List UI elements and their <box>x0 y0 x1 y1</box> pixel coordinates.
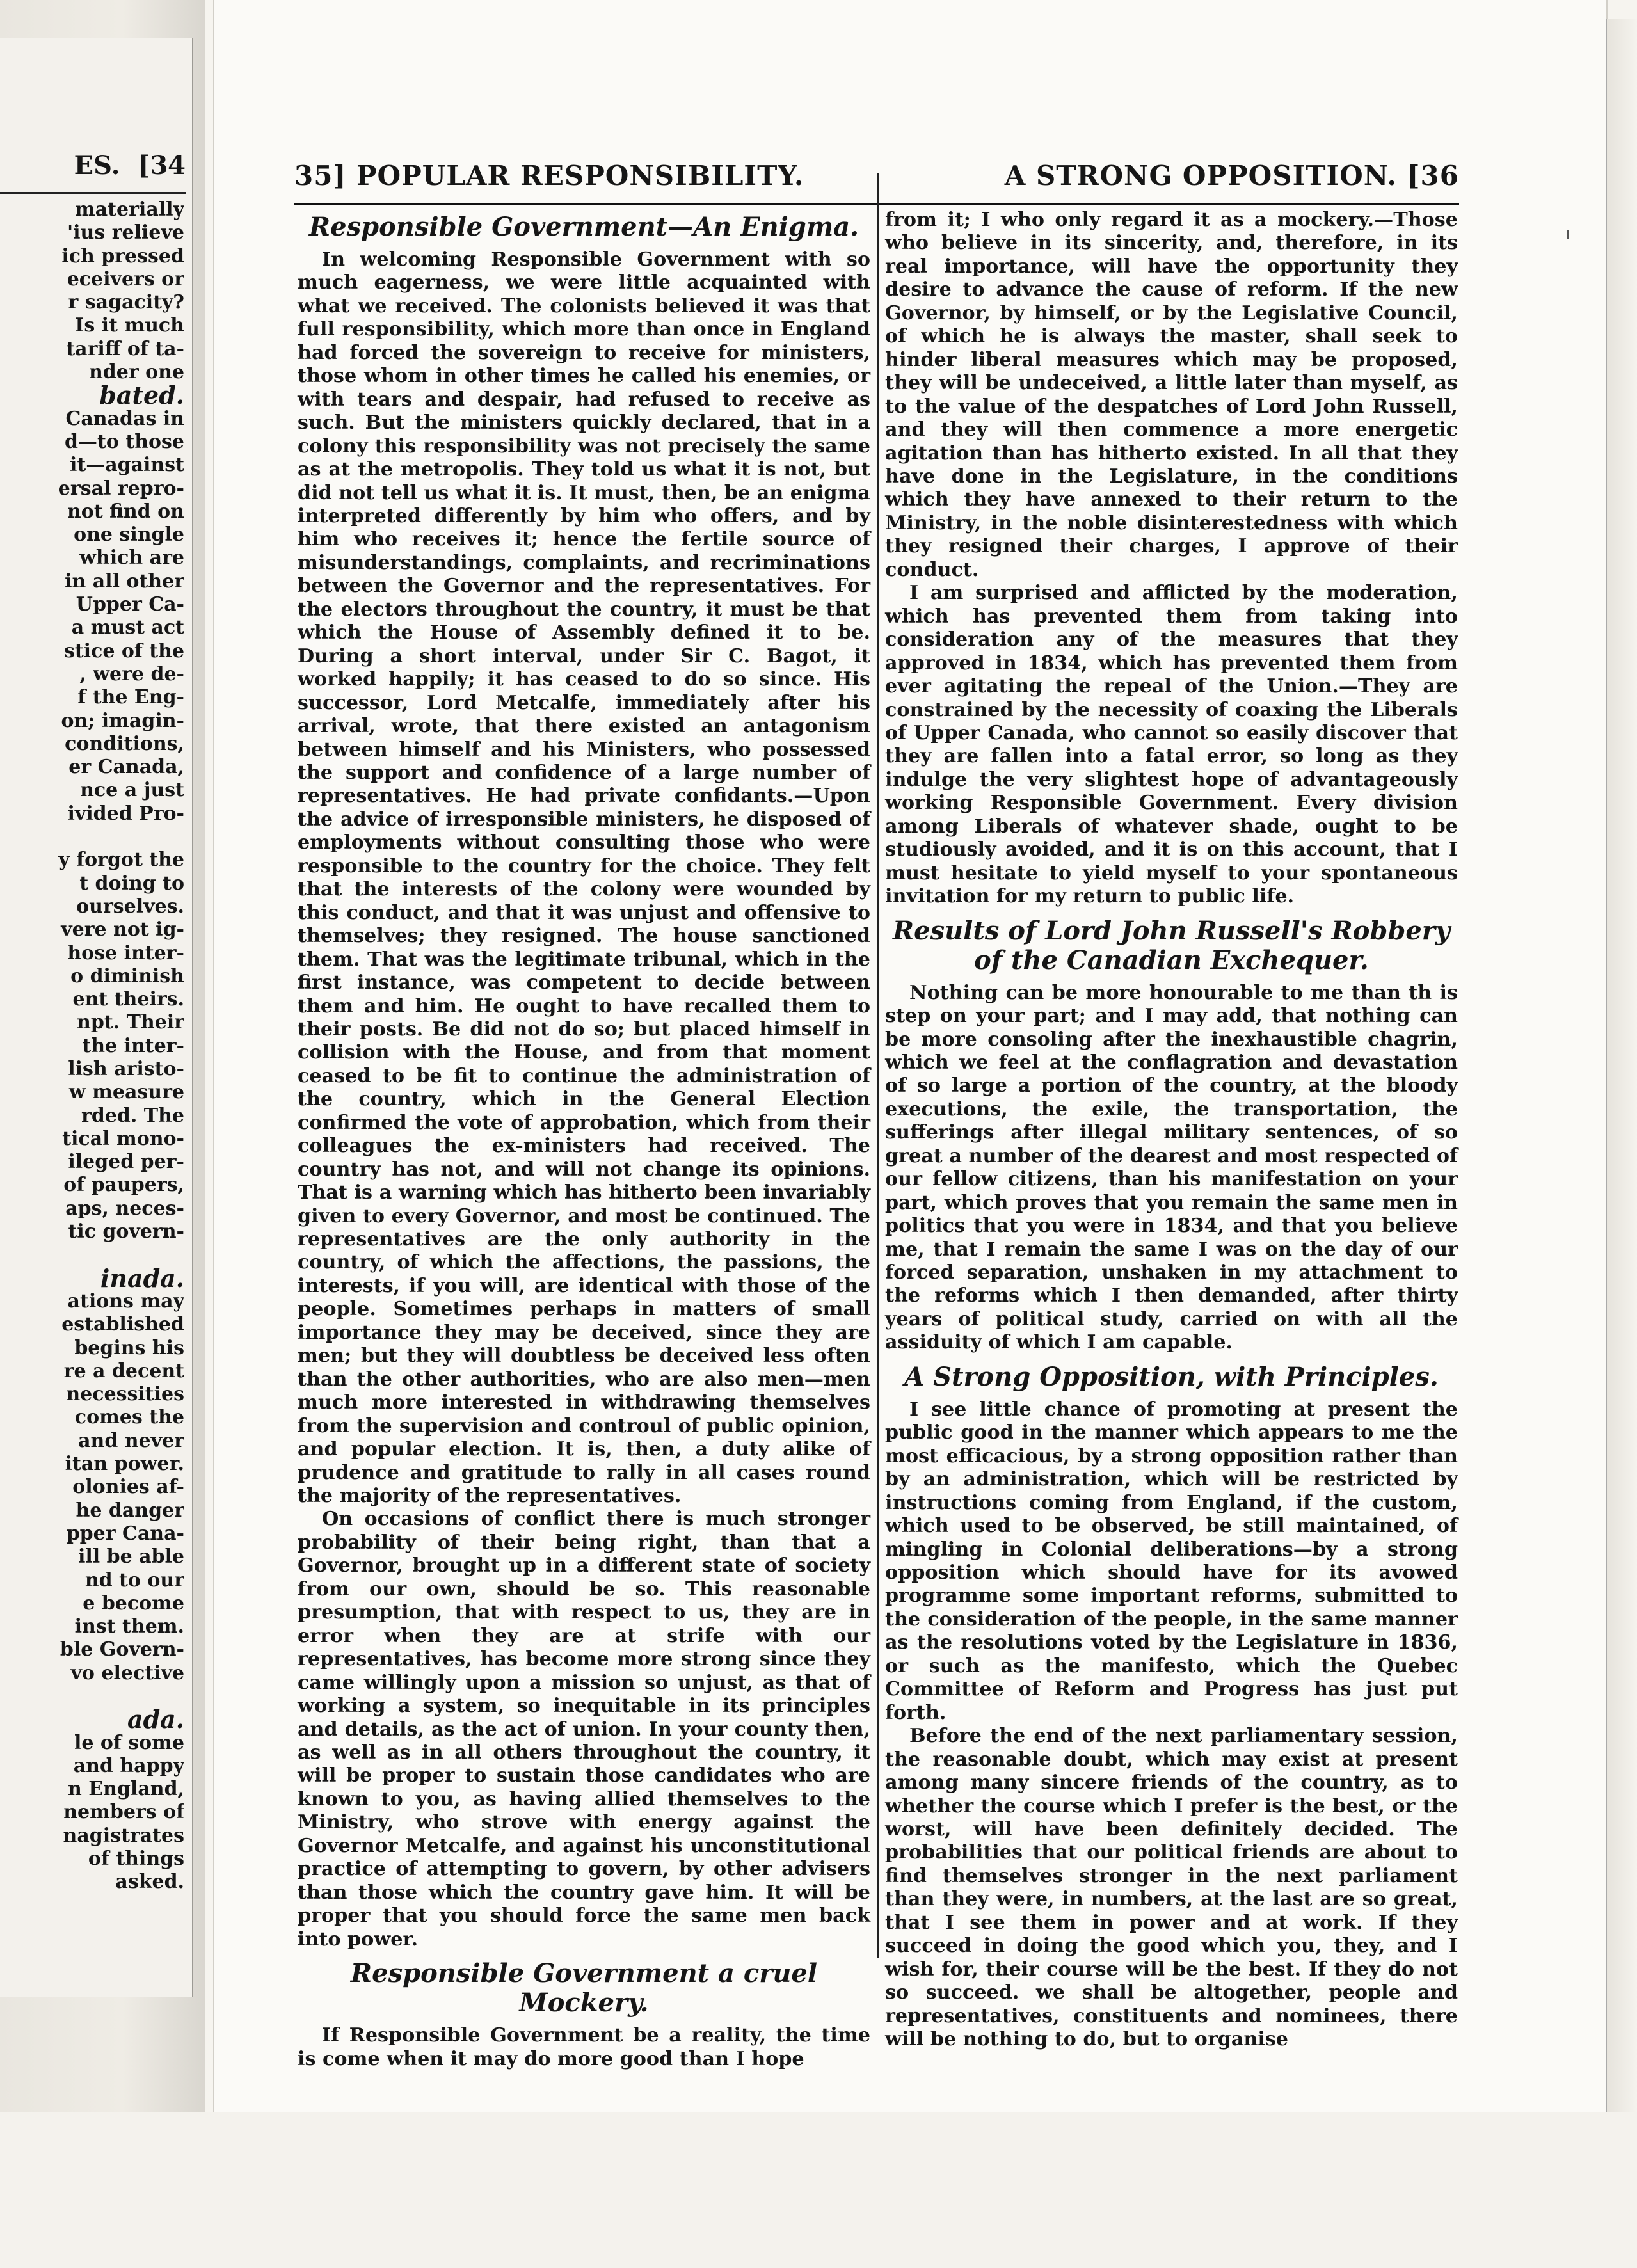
previous-page-line: of things <box>88 1848 184 1871</box>
previous-page-line <box>2 1243 184 1266</box>
previous-page-line: Canadas in <box>65 407 184 430</box>
section-heading: Results of Lord John Russell's Robbery of the Canadian Exchequer. <box>892 915 1451 975</box>
previous-page-fragment <box>0 38 193 1997</box>
previous-page-line: r sagacity? <box>68 291 184 314</box>
previous-page-line: npt. Their <box>77 1011 184 1034</box>
previous-page-line: hose inter- <box>67 941 184 964</box>
previous-page-line: begins his <box>74 1336 184 1359</box>
paragraph: Nothing can be more honourable to me than th is step on your part; and I may add, that nothing can be more consoling after the inexhaustible chagrin, which we feel at the conflagration and devastation of so large a portion of the country, at the bloody executions, the exile, the transportation, the sufferings after illegal military sentences, of so great a number of the dearest and most respected of our fellow citizens, than his manifestation on your part, which proves that you remain the same men in politics that you were in 1834, and that you believe me, that I remain the same I was on the day of our forced separation, unshaken in my attachment to the reforms which I then demanded, after thirty years of political study, carried on with all the assiduity of which I am capable. <box>885 981 1458 1354</box>
previous-page-line: d—to those <box>65 430 184 453</box>
previous-page-line: in all other <box>65 570 184 593</box>
previous-page-line: which are <box>79 547 184 570</box>
previous-page-line: ill be able <box>77 1545 184 1569</box>
previous-page-line: re a decent <box>63 1359 184 1382</box>
running-head-right: A STRONG OPPOSITION. [36 <box>1004 160 1459 191</box>
previous-page-line: and happy <box>73 1754 184 1777</box>
previous-page-line: a must act <box>71 616 184 639</box>
previous-page-line: ourselves. <box>76 895 184 918</box>
previous-page-line: inst them. <box>74 1615 184 1638</box>
previous-page-heading: inada. <box>100 1266 184 1290</box>
previous-page-line: itan power. <box>65 1453 184 1476</box>
previous-page-line: comes the <box>74 1406 184 1429</box>
page-edge <box>1606 19 1637 2157</box>
previous-page-line <box>2 826 184 849</box>
previous-page-line: stice of the <box>63 639 184 662</box>
previous-page-line: ivided Pro- <box>67 802 184 825</box>
column-divider <box>877 173 879 1958</box>
previous-page-line: e become <box>83 1592 184 1615</box>
previous-page-line: one single <box>74 523 184 547</box>
previous-page-line: necessities <box>66 1383 184 1406</box>
running-head-left: 35] POPULAR RESPONSIBILITY. <box>294 160 804 191</box>
previous-page-line: lish aristo- <box>68 1057 184 1080</box>
paragraph: I am surprised and afflicted by the moderation, which has prevented them from taking into consideration any of the measures that they approved in 1834, which has prevented them from ever agitating the repeal of the Union.—They are constrained by the necessity of coaxing the Liberals of Upper Canada, who cannot so easily discover that they are fallen into a fatal error, so long as they indulge the very slightest hope of advantageously working Responsible Government. Every division among Liberals of whatever shade, ought to be studiously avoided, and it is on this account, that I must hesitate to yield myself to your spontaneous invitation for my return to public life. <box>885 582 1458 908</box>
paragraph: Before the end of the next parliamentary session, the reasonable doubt, which may exist at present among many sincere friends of the country, as to whether the course which I prefer is the best, or the worst, will have been definitely decided. The probabilities that our political friends are about to find themselves stronger in the next parliament than they were, in numbers, at the last are so great, that I see them in power and at work. If they succeed in doing the good which you, they, and I wish for, their course will be the best. If they do not so succeed. we shall be altogether, people and representatives, constituents and nominees, there will be nothing to do, but to organise <box>885 1725 1458 2051</box>
previous-page-line: f the Eng- <box>77 686 184 709</box>
previous-page-text <box>2 198 184 1894</box>
previous-page-line: nder one <box>88 361 184 384</box>
previous-page-line: conditions, <box>65 732 184 755</box>
previous-page-line: ich pressed <box>61 244 184 268</box>
previous-page-line: , were de- <box>79 662 184 685</box>
previous-page-line: of paupers, <box>63 1174 184 1197</box>
previous-page-line: ent theirs. <box>72 988 184 1011</box>
paragraph: If Responsible Government be a reality, the time is come when it may do more good than I hope <box>298 2024 870 2070</box>
previous-page-line: aps, neces- <box>65 1197 184 1220</box>
previous-page-line: t doing to <box>79 872 184 895</box>
previous-page-line: the inter- <box>82 1034 184 1057</box>
margin-mark <box>1567 230 1569 239</box>
section-heading: Responsible Government—An Enigma. <box>308 212 859 242</box>
previous-page-line: tariff of ta- <box>66 337 184 360</box>
previous-page-line: asked. <box>115 1871 184 1894</box>
previous-page-line: w measure <box>68 1081 184 1104</box>
previous-page-line: ersal repro- <box>58 477 184 500</box>
previous-page-line: tic govern- <box>68 1220 184 1243</box>
previous-page-line: materially <box>75 198 184 221</box>
previous-page-line: nce a just <box>80 779 184 802</box>
previous-page-line: ileged per- <box>68 1151 184 1174</box>
previous-page-line: nd to our <box>84 1569 184 1592</box>
previous-page-line: o diminish <box>70 964 184 987</box>
right-column <box>885 209 1458 2052</box>
previous-page-line: vo elective <box>70 1661 184 1684</box>
previous-page-line: le of some <box>74 1731 184 1754</box>
previous-page-line <box>2 1685 184 1708</box>
paragraph: On occasions of conflict there is much stronger probability of their being right, than that a Governor, brought up in a different state of society from our own, should be so. This reasonable presumption, that with respect to us, they are in error when they are at strife with our representatives, has become more strong since they came willingly upon a mission so unjust, as that of working a system, so inequitable in its principles and details, as the act of union. In your county then, as well as in all others throughout the country, it will be proper to sustain those candidates who are known to you, as having allied themselves to the Ministry, who strove with energy against the Governor Metcalfe, and against his unconstitutional practice of attempting to govern, by other advisers than those which the country gave him. It will be proper that you should force the same men back into power. <box>298 1508 870 1951</box>
paragraph: I see little chance of promoting at present the public good in the manner which appears to me the most efficacious, by a strong opposition rather than by an administration, which will be restricted by instructions coming from England, if the custom, which used to be observed, be still maintained, of mingling in Colonial deliberations—by a strong opposition which should have for its avowed programme some important reforms, submitted to the consideration of the people, in the same manner as the resolutions voted by the Legislature in 1836, or such as the manifesto, which the Quebec Committee of Reform and Progress has just put forth. <box>885 1398 1458 1724</box>
previous-page-heading: ada. <box>127 1708 184 1732</box>
paragraph: In welcoming Responsible Government with so much eagerness, we were little acquainted with what we received. The colonists believed it was that full responsibility, which more than once in England had forced the sovereign to receive for ministers, those whom in other times he called his enemies, or with tears and despair, had refused to receive as such. But the ministers quickly declared, that in a colony this responsibility was not precisely the same as at the metropolis. They told us what it is not, but did not tell us what it is. It must, then, be an enigma interpreted differently by him who offers, and by him who receives it; hence the fertile source of misunderstandings, complaints, and recriminations between the Governor and the representatives. For the electors throughout the country, it must be that which the House of Assembly defined it to be. During a short interval, under Sir C. Bagot, it worked happily; it has ceased to do so since. His successor, Lord Metcalfe, immediately after his arrival, wrote, that there existed an antagonism between himself and his Ministers, who possessed the support and confidence of a large number of representatives. He had private confidants.—Upon the advice of irresponsible ministers, he disposed of employments without consulting those who were responsible to the country for the choice. They felt that the interests of the colony were wounded by this conduct, and that it was unjust and offensive to themselves; they resigned. The house sanctioned them. That was the legitimate tribunal, which in the first instance, was competent to decide between them and him. He ought to have recalled them to their posts. Be did not do so; but placed himself in collision with the House, and from that moment ceased to be fit to continue the administration of the country, which in the General Election confirmed the vote of approbation, which from their colleagues the ex-ministers had received. The country has not, and will not change its opinions. That is a warning which has hitherto been invariably given to every Governor, and most be continued. The representatives are the only authority in the country, of which the affections, the passions, the interests, if you will, are identical with those of the people. Sometimes perhaps in matters of small importance they may be deceived, since they are men; but they will doubtless be deceived less often than the other authorities, who are also men—men much more interested in withdrawing themselves from the supervision and controul of public opinion, and popular election. It is, then, a duty alike of prudence and gratitude to rally in all cases round the majority of the representatives. <box>298 248 870 1508</box>
previous-page-line: olonies af- <box>72 1476 184 1499</box>
previous-page-line: n England, <box>68 1778 184 1801</box>
section-heading: A Strong Opposition, with Principles. <box>904 1361 1439 1392</box>
previous-page-line: nembers of <box>63 1801 184 1824</box>
previous-page-line: ble Govern- <box>60 1638 184 1661</box>
previous-page-line: and never <box>78 1429 184 1452</box>
previous-page-line: eceivers or <box>67 268 184 291</box>
previous-page-line: nagistrates <box>63 1824 184 1847</box>
previous-page-header: ES. [34 <box>74 150 186 180</box>
previous-page-line: it—against <box>69 454 184 477</box>
previous-page-rule <box>0 192 186 194</box>
previous-page-line: vere not ig- <box>61 918 184 941</box>
previous-page-line: ations may <box>67 1290 184 1313</box>
previous-page-line: he danger <box>76 1499 184 1522</box>
paragraph: from it; I who only regard it as a mockery.—Those who believe in its sincerity, and, therefore, in its real importance, will have the opportunity they desire to advance the cause of reform. If the new Governor, by himself, or by the Legislative Council, of which he is always the master, shall seek to hinder liberal measures which may be proposed, they will be undeceived, a little later than myself, as to the value of the despatches of Lord John Russell, and they will then commence a more energetic agitation than has hitherto existed. In all that they have done in the Legislature, in the conditions which they have annexed to their return to the Ministry, in the noble disinterestedness with which they resigned their charges, I approve of their conduct. <box>885 209 1458 581</box>
previous-page-line: y forgot the <box>58 849 184 872</box>
previous-page-line: Upper Ca- <box>76 593 184 616</box>
scan-background <box>0 2112 1637 2268</box>
previous-page-line: 'ius relieve <box>67 221 184 244</box>
previous-page-line: Is it much <box>75 314 184 337</box>
previous-page-line: tical mono- <box>62 1127 184 1150</box>
previous-page-heading: bated. <box>99 384 184 408</box>
previous-page-line: on; imagin- <box>61 709 184 732</box>
previous-page-line: er Canada, <box>68 756 184 779</box>
section-heading: Responsible Government a cruel Mockery. <box>350 1958 818 2018</box>
previous-page-line: established <box>61 1313 184 1336</box>
left-column <box>298 209 870 2071</box>
previous-page-line: not find on <box>67 500 184 523</box>
previous-page-line: pper Cana- <box>66 1522 184 1545</box>
previous-page-line: rded. The <box>81 1104 184 1127</box>
